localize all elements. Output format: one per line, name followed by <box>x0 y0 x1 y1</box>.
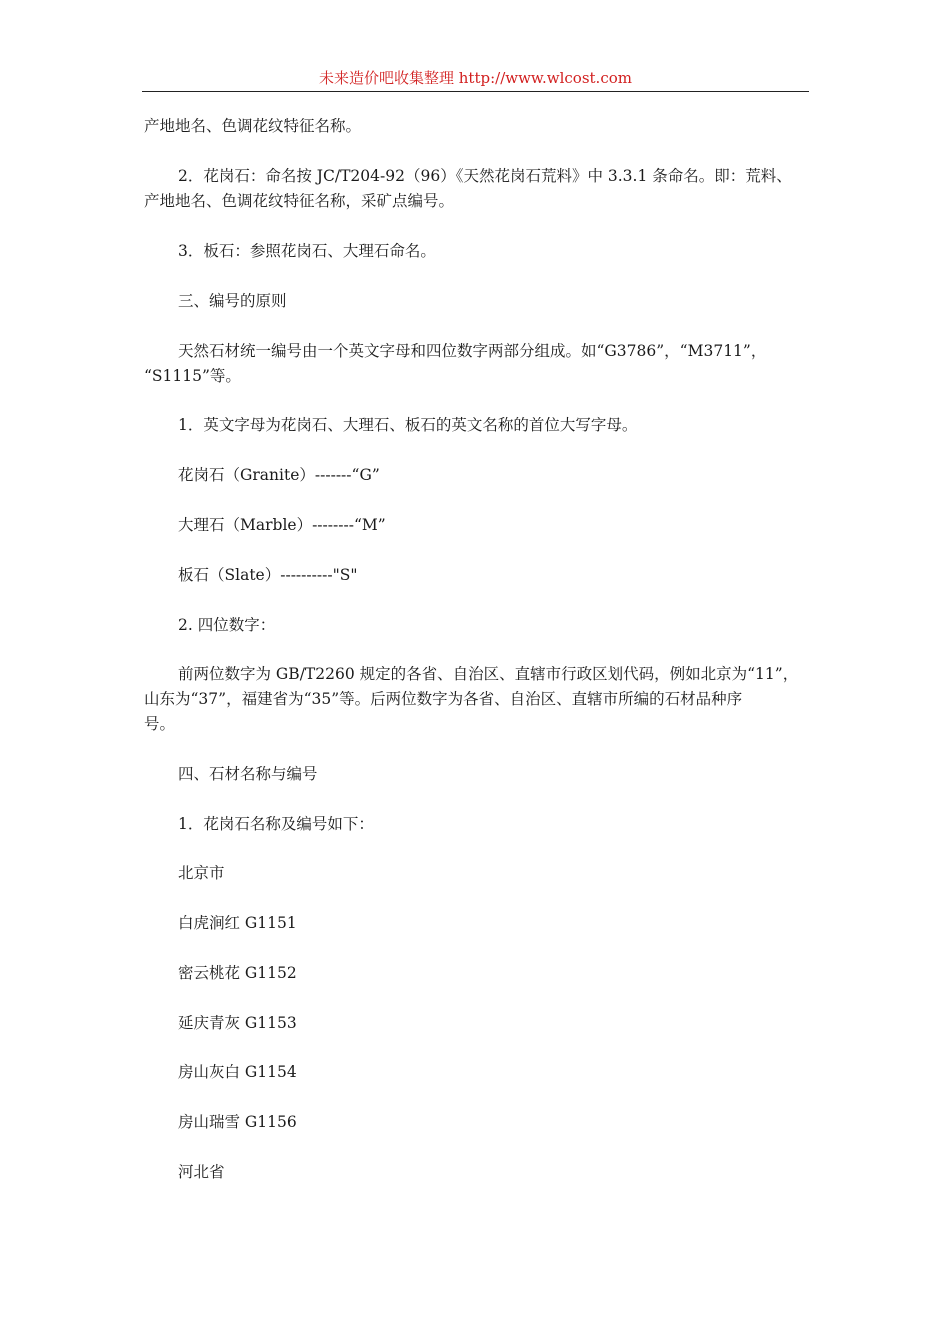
paragraph-continuation: 产地地名、色调花纹特征名称。 <box>144 117 362 135</box>
paragraph-digits-rule-line-1: 前两位数字为 GB/T2260 规定的各省、自治区、直辖市行政区划代码，例如北京为“11”， <box>178 665 799 683</box>
paragraph-numbering-line-2: “S1115”等。 <box>144 367 241 385</box>
header-divider <box>142 91 809 92</box>
stone-entry: 房山瑞雪 G1156 <box>178 1113 297 1131</box>
paragraph-granite-naming-line-1: 2．花岗石：命名按 JC/T204-92（96）《天然花岗石荒料》中 3.3.1 条命名。即：荒料、 <box>178 167 792 185</box>
stone-entry: 房山灰白 G1154 <box>178 1063 297 1081</box>
stone-entry: 密云桃花 G1152 <box>178 964 297 982</box>
stone-entry: 白虎涧红 G1151 <box>178 914 297 932</box>
page-header: 未来造价吧收集整理 http://www.wlcost.com <box>319 69 632 87</box>
paragraph-letter-rule: 1．英文字母为花岗石、大理石、板石的英文名称的首位大写字母。 <box>178 416 638 434</box>
list-item-slate-code: 板石（Slate）----------"S" <box>178 566 358 584</box>
region-heading-hebei: 河北省 <box>178 1163 225 1181</box>
paragraph-granite-naming-line-2: 产地地名、色调花纹特征名称，采矿点编号。 <box>144 192 455 210</box>
paragraph-numbering-line-1: 天然石材统一编号由一个英文字母和四位数字两部分组成。如“G3786”，“M3711”， <box>178 342 767 360</box>
paragraph-granite-list-intro: 1．花岗石名称及编号如下： <box>178 815 374 833</box>
section-heading-numbering-principle: 三、编号的原则 <box>178 292 287 310</box>
paragraph-slate-naming: 3．板石：参照花岗石、大理石命名。 <box>178 242 436 260</box>
paragraph-four-digits: 2. 四位数字： <box>178 616 276 634</box>
region-heading-beijing: 北京市 <box>178 864 225 882</box>
paragraph-digits-rule-line-3: 号。 <box>144 715 176 733</box>
paragraph-digits-rule-line-2: 山东为“37”，福建省为“35”等。后两位数字为各省、自治区、直辖市所编的石材品种序 <box>144 690 743 708</box>
section-heading-names-and-codes: 四、石材名称与编号 <box>178 765 318 783</box>
list-item-marble-code: 大理石（Marble）--------“M” <box>178 516 386 534</box>
list-item-granite-code: 花岗石（Granite）-------“G” <box>178 466 380 484</box>
stone-entry: 延庆青灰 G1153 <box>178 1014 297 1032</box>
